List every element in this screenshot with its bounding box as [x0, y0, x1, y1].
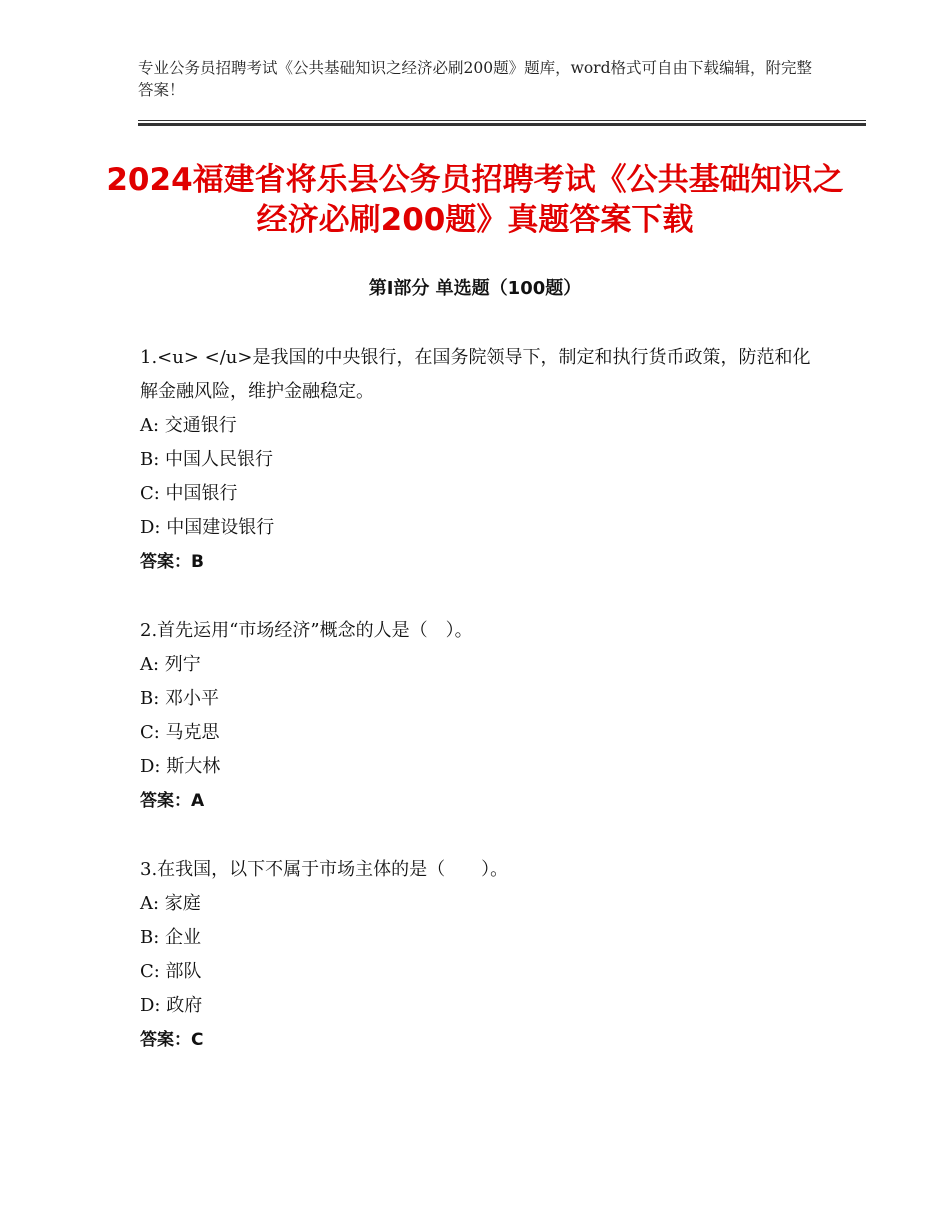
option-c: C: 部队 — [140, 961, 202, 982]
option-c: C: 马克思 — [140, 722, 220, 743]
document-title: 2024福建省将乐县公务员招聘考试《公共基础知识之经济必刷200题》真题答案下载 — [106, 162, 844, 238]
option-b: B: 企业 — [140, 927, 202, 948]
option-a: A: 列宁 — [140, 654, 201, 675]
question-text: 2.首先运用“市场经济”概念的人是（ ）。 — [140, 620, 473, 641]
section-title: 第Ⅰ部分 单选题（100题） — [368, 278, 582, 299]
question-text: 1.<u> </u>是我国的中央银行，在国务院领导下，制定和执行货币政策，防范和化解金融风险，维护金融稳定。 — [140, 347, 811, 402]
answer: 答案：A — [140, 791, 205, 811]
option-b: B: 邓小平 — [140, 688, 220, 709]
option-a: A: 家庭 — [140, 893, 201, 914]
option-b: B: 中国人民银行 — [140, 449, 274, 470]
answer: 答案：B — [140, 552, 204, 572]
header-rule-thick — [138, 123, 866, 126]
header-rule-thin — [138, 120, 866, 121]
option-c: C: 中国银行 — [140, 483, 238, 504]
question-1 — [140, 341, 812, 579]
option-a: A: 交通银行 — [140, 415, 237, 436]
question-2 — [140, 614, 812, 818]
option-d: D: 政府 — [140, 995, 203, 1016]
question-text: 3.在我国，以下不属于市场主体的是（ ）。 — [140, 859, 509, 880]
question-3 — [140, 853, 812, 1057]
answer: 答案：C — [140, 1030, 204, 1050]
option-d: D: 中国建设银行 — [140, 517, 275, 538]
option-d: D: 斯大林 — [140, 756, 221, 777]
header-note: 专业公务员招聘考试《公共基础知识之经济必刷200题》题库，word格式可自由下载编辑，附完整答案！ — [138, 59, 813, 99]
